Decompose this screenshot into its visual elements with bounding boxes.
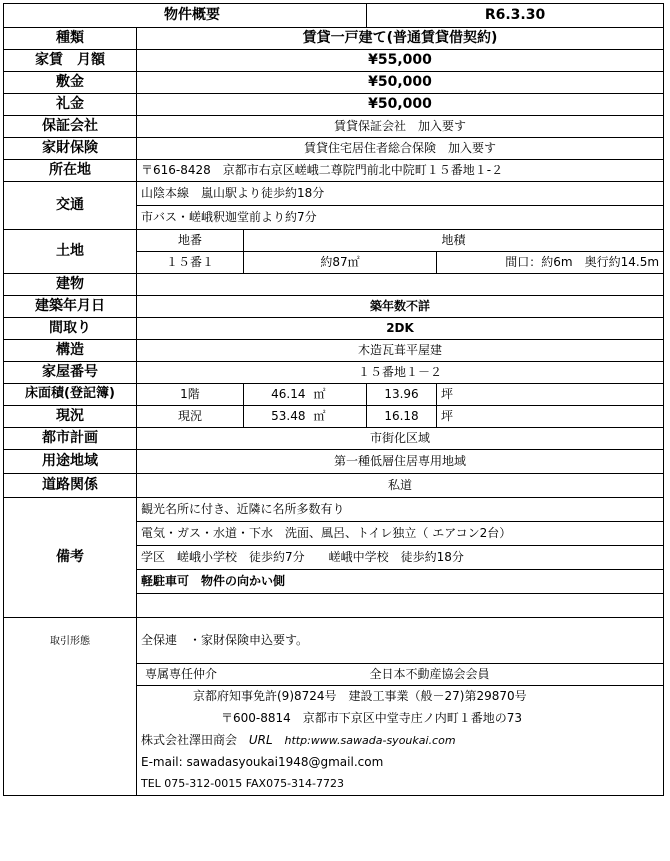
land-frontage-value: 間口：約6m 奥行約14.5m [437,252,664,274]
house-no-value: １５番地１－２ [137,362,664,384]
floor-reg-tsubo: 13.96 [367,384,437,406]
remarks-line: 観光名所に付き、近隣に名所多数有り [137,498,664,522]
insurance-label: 家財保険 [4,138,137,160]
row-guarantor [4,116,664,138]
access-line-2: 市バス・嵯峨釈迦堂前より約7分 [137,206,664,230]
row-deposit [4,72,664,94]
floor-reg-floor: 1階 [137,384,244,406]
building-label: 建物 [4,274,137,296]
rent-label: 家賃 月額 [4,50,137,72]
access-label: 交通 [4,182,137,230]
floor-cur-tsubo: 16.18 [367,406,437,428]
page-title: 物件概要 [4,4,367,28]
land-area-value: 約87㎡ [244,252,437,274]
type-value: 賃貸一戸建て(普通賃貸借契約) [137,28,664,50]
row-floor-registered [4,384,664,406]
remarks-line [137,594,664,618]
row-building [4,274,664,296]
road-label: 道路関係 [4,474,137,498]
row-transaction-1 [4,618,664,664]
remarks-line: 軽駐車可 物件の向かい側 [137,570,664,594]
row-address [4,160,664,182]
floor-cur-sqm-unit: ㎡ [310,406,367,428]
land-label: 土地 [4,230,137,274]
row-key-money [4,94,664,116]
row-land-header [4,230,664,252]
type-label: 種類 [4,28,137,50]
company-email[interactable]: E-mail: sawadasyoukai1948@gmail.com [137,752,664,774]
floor-reg-sqm-unit: ㎡ [310,384,367,406]
remarks-line: 学区 嵯峨小学校 徒歩約7分 嵯峨中学校 徒歩約18分 [137,546,664,570]
row-city-plan [4,428,664,450]
row-type [4,28,664,50]
license-text: 京都府知事免許(9)8724号 建設工事業（般－27)第29870号 [137,686,664,708]
floor-cur-floor: 現況 [137,406,244,428]
company-tel: TEL 075-312-0015 FAX075-314-7723 [137,774,664,796]
deposit-label: 敷金 [4,72,137,94]
guarantor-label: 保証会社 [4,116,137,138]
layout-value: 2DK [137,318,664,340]
row-layout [4,318,664,340]
row-zoning [4,450,664,474]
house-no-label: 家屋番号 [4,362,137,384]
remarks-label: 備考 [4,498,137,618]
transaction-label: 取引形態 [4,618,137,796]
key-money-label: 礼金 [4,94,137,116]
layout-label: 間取り [4,318,137,340]
floor-cur-sqm: 53.48 [244,406,310,428]
floor-cur-label: 現況 [4,406,137,428]
remarks-line: 電気・ガス・水道・下水 洗面、風呂、トイレ独立（ エアコン2台） [137,522,664,546]
transaction-line-1: 全保連 ・家財保険申込要す。 [137,618,664,664]
structure-value: 木造瓦葺平屋建 [137,340,664,362]
built-value: 築年数不詳 [137,296,664,318]
row-structure [4,340,664,362]
key-money-value: ¥50,000 [137,94,664,116]
url-label: URL [248,732,273,747]
date-label: R6.3.30 [367,4,664,28]
property-summary-table [3,3,664,796]
zoning-value: 第一種低層住居専用地域 [137,450,664,474]
floor-reg-sqm: 46.14 [244,384,310,406]
floor-reg-tsubo-unit: 坪 [437,384,664,406]
structure-label: 構造 [4,340,137,362]
company-name: 株式会社澤田商会 [141,732,238,747]
city-plan-label: 都市計画 [4,428,137,450]
row-rent [4,50,664,72]
floor-cur-tsubo-unit: 坪 [437,406,664,428]
address-value: 〒616-8428 京都市右京区嵯峨二尊院門前北中院町１５番地１-２ [137,160,664,182]
row-access-1 [4,182,664,206]
chiban-value: １５番１ [137,252,244,274]
floor-reg-label: 床面積(登記簿) [4,384,137,406]
company-address: 〒600-8814 京都市下京区中堂寺庄ノ内町１番地の73 [137,708,664,730]
row-floor-current [4,406,664,428]
row-remarks-1 [4,498,664,522]
row-house-no [4,362,664,384]
association: 全日本不動産協会会員 [310,664,664,686]
road-value: 私道 [137,474,664,498]
access-line-1: 山陰本線 嵐山駅より徒歩約18分 [137,182,664,206]
built-label: 建築年月日 [4,296,137,318]
row-built [4,296,664,318]
row-road [4,474,664,498]
guarantor-value: 賃貸保証会社 加入要す [137,116,664,138]
address-label: 所在地 [4,160,137,182]
building-value [137,274,664,296]
rent-value: ¥55,000 [137,50,664,72]
company-url-link[interactable]: http:www.sawada-syoukai.com [284,733,456,747]
header-row [4,4,664,28]
agency-type: 専属専任仲介 [137,664,310,686]
chiseki-header: 地積 [244,230,664,252]
city-plan-value: 市街化区域 [137,428,664,450]
row-insurance [4,138,664,160]
zoning-label: 用途地域 [4,450,137,474]
chiban-header: 地番 [137,230,244,252]
deposit-value: ¥50,000 [137,72,664,94]
property-summary-sheet [3,3,663,796]
insurance-value: 賃貸住宅居住者総合保険 加入要す [137,138,664,160]
company-line [137,730,664,752]
